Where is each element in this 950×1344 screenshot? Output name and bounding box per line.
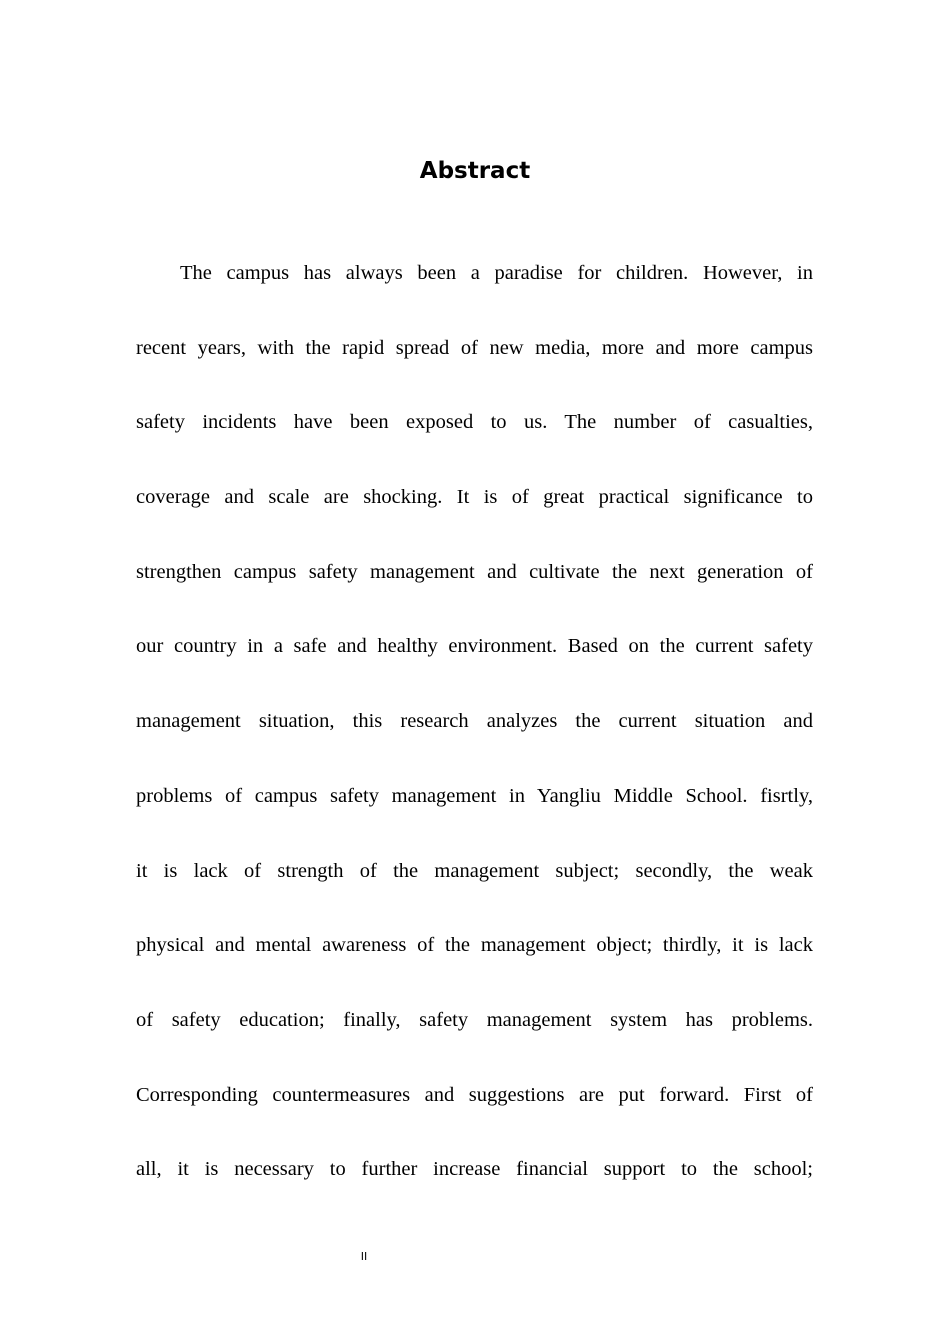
abstract-line-9: it is lack of strength of the management subject; secondly, the weak: [136, 859, 813, 882]
abstract-body: [136, 236, 813, 1207]
abstract-line-8: problems of campus safety management in Yangliu Middle School. fisrtly,: [136, 784, 813, 807]
abstract-line-5: strengthen campus safety management and cultivate the next generation of: [136, 560, 813, 583]
abstract-line-3: safety incidents have been exposed to us. The number of casualties,: [136, 411, 813, 434]
abstract-line-1: The campus has always been a paradise for children. However, in: [180, 262, 813, 284]
abstract-line-11: of safety education; finally, safety management system has problems.: [136, 1008, 813, 1031]
page-number: II: [360, 1250, 368, 1263]
abstract-heading: Abstract: [419, 158, 531, 184]
abstract-line-2: recent years, with the rapid spread of new media, more and more campus: [136, 336, 813, 359]
abstract-line-7: management situation, this research analyzes the current situation and: [136, 710, 813, 733]
abstract-line-4: coverage and scale are shocking. It is of great practical significance to: [136, 486, 813, 509]
abstract-line-13: all, it is necessary to further increase financial support to the school;: [136, 1158, 813, 1181]
abstract-line-6: our country in a safe and healthy environment. Based on the current safety: [136, 635, 813, 658]
abstract-line-10: physical and mental awareness of the management object; thirdly, it is lack: [136, 934, 813, 957]
abstract-line-12: Corresponding countermeasures and suggestions are put forward. First of: [136, 1083, 813, 1106]
